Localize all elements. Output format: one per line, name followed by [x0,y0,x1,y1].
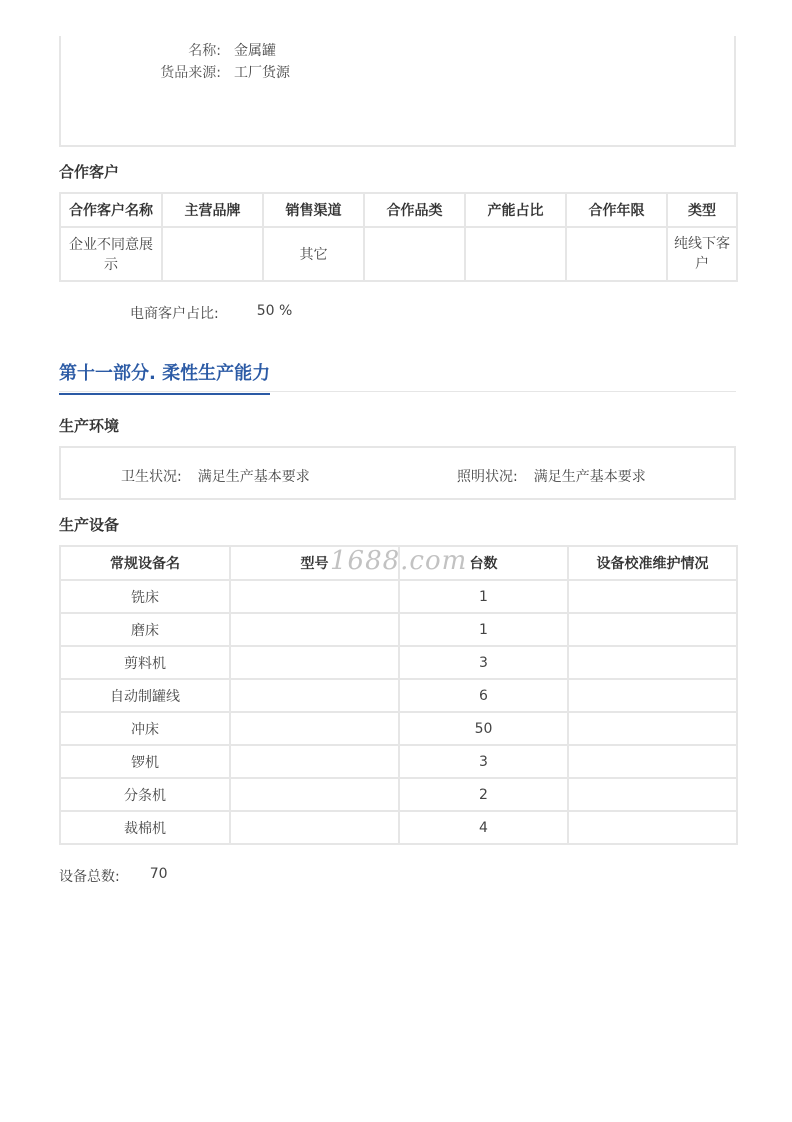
table-row [60,778,737,811]
product-info-box [59,36,736,147]
lighting-row [457,466,646,486]
table-cell: 铣床 [60,580,230,613]
table-cell [568,646,737,679]
col-header: 合作年限 [566,193,667,227]
table-cell: 4 [399,811,568,844]
table-cell [465,227,566,281]
table-cell: 分条机 [60,778,230,811]
col-header: 销售渠道 [263,193,364,227]
col-header: 主营品牌 [162,193,263,227]
table-cell [568,679,737,712]
table-cell [566,227,667,281]
table-cell: 企业不同意展示 [60,227,162,281]
table-cell: 自动制罐线 [60,679,230,712]
partners-title: 合作客户 [59,163,120,181]
lighting-label: 照明状况: [457,469,518,485]
table-cell [364,227,465,281]
col-header: 产能占比 [465,193,566,227]
table-cell [230,613,399,646]
table-cell [230,679,399,712]
table-row [60,712,737,745]
ecommerce-ratio-row [130,303,292,323]
table-cell [162,227,263,281]
table-cell: 3 [399,646,568,679]
table-cell [568,712,737,745]
table-cell [568,778,737,811]
product-name-label: 名称: [188,43,221,59]
product-source-row [61,62,461,84]
table-row [60,580,737,613]
partners-header-row [60,193,737,227]
environment-box [59,446,736,500]
equipment-header-row [60,546,737,580]
table-cell: 剪料机 [60,646,230,679]
equipment-total-value: 70 [149,866,168,882]
table-cell [568,811,737,844]
col-header: 类型 [667,193,737,227]
ecommerce-ratio-value: 50 % [256,303,293,319]
table-cell: 其它 [263,227,364,281]
hygiene-row [121,466,310,486]
equipment-table [59,545,738,845]
table-row [60,613,737,646]
table-cell: 1 [399,580,568,613]
table-cell: 50 [399,712,568,745]
equipment-total-label: 设备总数: [59,869,120,885]
table-cell: 纯线下客户 [667,227,737,281]
table-cell: 裁棉机 [60,811,230,844]
lighting-value: 满足生产基本要求 [533,469,646,485]
product-name-value: 金属罐 [234,43,276,59]
col-header: 设备校准维护情况 [568,546,737,580]
equipment-total-row [59,866,168,886]
table-cell: 6 [399,679,568,712]
product-name-row [61,40,461,62]
table-cell [230,745,399,778]
table-cell: 2 [399,778,568,811]
col-header: 合作品类 [364,193,465,227]
table-row [60,679,737,712]
product-source-value: 工厂货源 [234,65,290,81]
hygiene-label: 卫生状况: [121,469,182,485]
ecommerce-ratio-label: 电商客户占比: [130,306,219,322]
table-cell [230,712,399,745]
table-cell: 3 [399,745,568,778]
table-cell [230,778,399,811]
table-row [60,227,737,281]
table-cell: 冲床 [60,712,230,745]
environment-title: 生产环境 [59,417,120,435]
col-header: 型号 [230,546,399,580]
partners-table [59,192,738,282]
equipment-title: 生产设备 [59,516,120,534]
table-cell [568,580,737,613]
part-eleven-title: 第十一部分. 柔性生产能力 [59,359,270,395]
table-cell [568,613,737,646]
table-row [60,646,737,679]
divider [59,391,736,392]
table-cell: 锣机 [60,745,230,778]
table-row [60,745,737,778]
table-cell: 磨床 [60,613,230,646]
table-cell [568,745,737,778]
table-cell [230,580,399,613]
table-row [60,811,737,844]
col-header: 合作客户名称 [60,193,162,227]
col-header: 台数 [399,546,568,580]
table-cell [230,811,399,844]
table-cell [230,646,399,679]
table-cell: 1 [399,613,568,646]
watermark-logo: 1688.com [330,546,468,576]
col-header: 常规设备名 [60,546,230,580]
product-source-label: 货品来源: [160,65,221,81]
hygiene-value: 满足生产基本要求 [197,469,310,485]
